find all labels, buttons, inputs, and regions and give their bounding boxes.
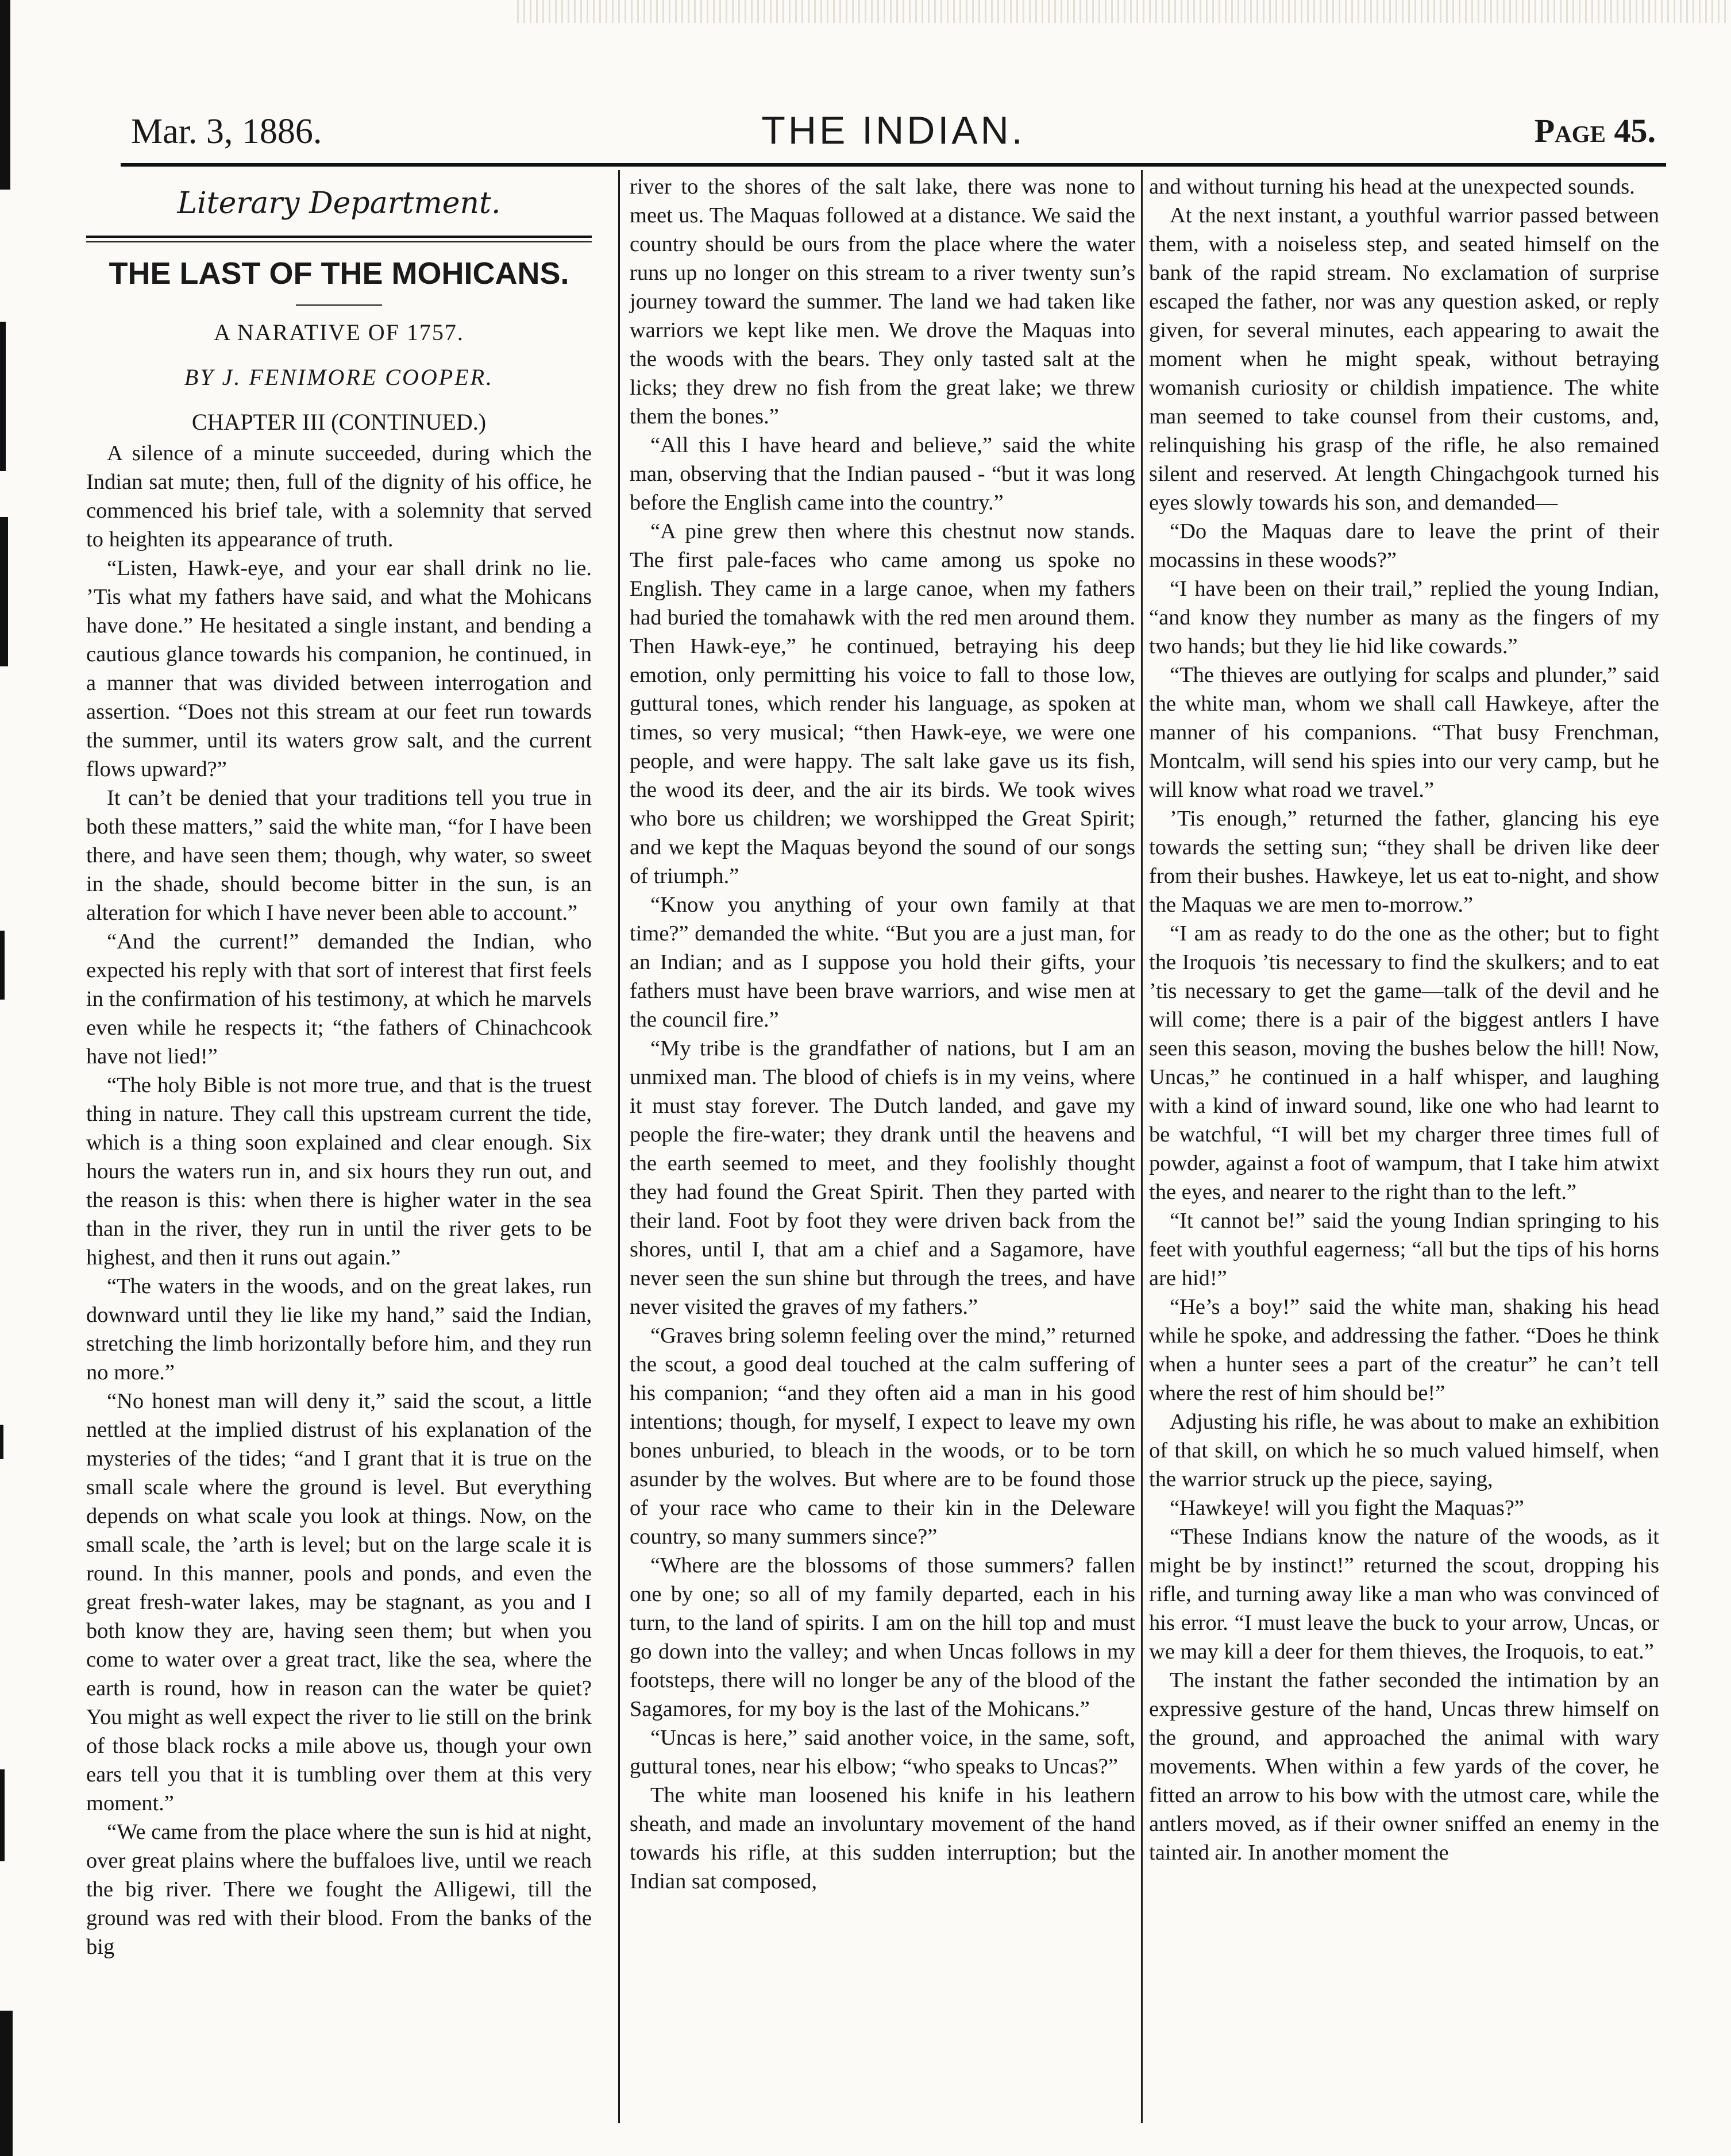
paragraph: “All this I have heard and believe,” said the white man, observing that the Indian paused - “but it was long before the English came into the country.” <box>630 433 1135 515</box>
paragraph: “Uncas is here,” said another voice, in the same, soft, guttural tones, near his elbow; “who speaks to Uncas?” <box>630 1726 1135 1779</box>
paragraph: “Know you anything of your own family at that time?” demanded the white. “But you are a just man, for an Indian; and as I suppose you hold their gifts, your fathers must have been brave warriors, and wise men at the council fire.” <box>630 893 1135 1032</box>
paragraph: “Graves bring solemn feeling over the mind,” returned the scout, a good deal touched at the calm suffering of his companion; “and they often aid a man in his good intentions; though, for myself, I expect to leave my own bones unburied, to bleach in the woods, or to be torn asunder by the wolves. But where are to be found those of your race who came to their kin in the Deleware country, so many summers since?” <box>630 1324 1135 1549</box>
paragraph: river to the shores of the salt lake, there was none to meet us. The Maquas followed at a distance. We said the country should be ours from the place where the water runs up no longer on this stream to a river twenty sun’s journey toward the summer. The land we had taken like warriors we kept like men. We drove the Maquas into the woods with the bears. They only tasted salt at the licks; they drew no fish from the great lake; we threw them the bones.” <box>630 175 1135 429</box>
story-author: BY J. FENIMORE COOPER. <box>184 364 494 390</box>
paragraph: “A pine grew then where this chestnut now stands. The first pale-faces who came among us spoke no English. They came in a large canoe, when my fathers had buried the tomahawk with the red men around them. Then Hawk-eye,” he continued, betraying his deep emotion, only permitting his voice to fall to those low, guttural tones, which render his language, as spoken at times, so very musical; “then Hawk-eye, we were one people, and were happy. The salt lake gave us its fish, the wood its deer, and the air its birds. We took wives who bore us children; we worshipped the Great Spirit; and we kept the Maquas beyond the sound of our songs of triumph.” <box>630 519 1135 888</box>
column-1 <box>86 178 592 1961</box>
paragraph: It can’t be denied that your traditions tell you true in both these matters,” said the white man, “for I have been there, and have seen them; though, why water, so sweet in the shade, should become bitter in the sun, is an alteration for which I have never been able to account.” <box>86 786 592 925</box>
paragraph: “No honest man will deny it,” said the scout, a little nettled at the implied distrust of his explanation of the mysteries of the tides; “and I grant that it is true on the small scale where the ground is level. But everything depends on what scale you look at things. Now, on the small scale, the ’arth is level; but on the large scale it is round. In this manner, pools and ponds, and even the great fresh-water lakes, may be stagnant, as you and I both know they are, having seen them; but when you come to water over a great tract, like the sea, where the earth is round, how in reason can the water be quiet? You might as well expect the river to lie still on the brink of those black rocks a mile above us, though your own ears tell you that it is tumbling over them at this very moment.” <box>86 1389 592 1815</box>
paragraph: “Hawkeye! will you fight the Maquas?” <box>1170 1496 1524 1520</box>
paragraph: Adjusting his rifle, he was about to make an exhibition of that skill, on which he so much valued himself, when the warrior struck up the piece, saying, <box>1149 1410 1659 1491</box>
paragraph: “The waters in the woods, and on the great lakes, run downward until they lie like my hand,” said the Indian, stretching the limb horizontally before him, and they run no more.” <box>86 1274 592 1384</box>
paragraph: The instant the father seconded the intimation by an expressive gesture of the hand, Uncas threw himself on the ground, and approached the animal with wary movements. When within a few yards of the cover, he fitted an arrow to his bow with the utmost care, while the antlers moved, as if their owner sniffed an enemy in the tainted air. In another moment the <box>1149 1668 1659 1865</box>
page-header <box>131 108 1656 160</box>
column-separator <box>1141 170 1143 2123</box>
paragraph: “The holy Bible is not more true, and that is the truest thing in nature. They call this upstream current the tide, which is a thing soon explained and clear enough. Six hours the waters run in, and six hours they run out, and the reason is this: when there is higher water in the sea than in the river, they run in until the river gets to be highest, and then it runs out again.” <box>86 1073 592 1270</box>
paragraph: The white man loosened his knife in his leathern sheath, and made an involuntary movement of the hand towards his rifle, at this sudden interruption; but the Indian sat composed, <box>630 1783 1135 1893</box>
column-separator <box>618 170 620 2123</box>
chapter-heading: CHAPTER III (CONTINUED.) <box>191 409 487 435</box>
department-heading: Literary Department. <box>177 186 501 221</box>
paragraph: “The thieves are outlying for scalps and plunder,” said the white man, whom we shall call Hawkeye, after the manner of his companions. “That busy Frenchman, Montcalm, will send his spies into our very camp, but he will know what road we travel.” <box>1149 663 1659 802</box>
issue-date: Mar. 3, 1886. <box>131 112 322 151</box>
paragraph: “We came from the place where the sun is hid at night, over great plains where the buffaloes live, until we reach the big river. There we fought the Alligewi, till the ground was red with their blood. From the banks of the big <box>86 1820 592 1959</box>
binding-edge <box>0 0 20 2156</box>
column-2 <box>630 172 1135 1896</box>
paragraph: “I have been on their trail,” replied the young Indian, “and know they number as many as the fingers of my two hands; but they lie hid like cowards.” <box>1149 577 1659 658</box>
paragraph: and without turning his head at the unexpected sounds. <box>1149 175 1635 199</box>
story-subtitle: A NARATIVE OF 1757. <box>214 319 464 345</box>
paragraph: A silence of a minute succeeded, during which the Indian sat mute; then, full of the dignity of his office, he commenced his brief tale, with a solemnity that served to heighten its appearance of truth. <box>86 441 592 551</box>
page-number: Page 45. <box>1534 112 1656 149</box>
story-title: THE LAST OF THE MOHICANS. <box>109 256 569 291</box>
paragraph: “Do the Maquas dare to leave the print of their mocassins in these woods?” <box>1149 519 1659 572</box>
short-rule <box>296 304 382 306</box>
top-edge-speckle <box>517 0 1729 23</box>
paragraph: “Listen, Hawk-eye, and your ear shall drink no lie. ’Tis what my fathers have said, and what the Mohicans have done.” He hesitated a single instant, and bending a cautious glance towards his companion, he continued, in a manner that was divided between interrogation and assertion. “Does not this stream at our feet run towards the summer, until its waters grow salt, and the current flows upward?” <box>86 556 592 781</box>
paragraph: “These Indians know the nature of the woods, as it might be by instinct!” returned the scout, dropping his rifle, and turning away like a man who was convinced of his error. “I must leave the buck to your arrow, Uncas, or we may kill a deer for them thieves, the Iroquois, to eat.” <box>1149 1525 1659 1664</box>
paragraph: “He’s a boy!” said the white man, shaking his head while he spoke, and addressing the father. “Does he think when a hunter sees a part of the creatur” he can’t tell where the rest of him should be!” <box>1149 1295 1659 1405</box>
paragraph: “Where are the blossoms of those summers? fallen one by one; so all of my family departed, each in his turn, to the land of spirits. I am on the hill top and must go down into the valley; and when Uncas follows in my footsteps, there will no longer be any of the blood of the Sagamores, for my boy is the last of the Mohicans.” <box>630 1553 1135 1721</box>
paragraph: “My tribe is the grandfather of nations, but I am an unmixed man. The blood of chiefs is in my veins, where it must stay forever. The Dutch landed, and gave my people the fire-water; they drank until the heavens and the earth seemed to meet, and they foolishly thought they had found the Great Spirit. Then they parted with their land. Foot by foot they were driven back from the shores, until I, that am a chief and a Sagamore, have never seen the sun shine but through the trees, and have never visited the graves of my fathers.” <box>630 1036 1135 1319</box>
paragraph: “I am as ready to do the one as the other; but to fight the Iroquois ’tis necessary to find the skulkers; and to eat ’tis necessary to get the game—talk of the devil and he will come; there is a pair of the biggest antlers I have seen this season, moving the bushes below the hill! Now, Uncas,” he continued in a half whisper, and laughing with a kind of inward sound, like one who had learnt to be watchful, “I will bet my charger three times full of powder, against a foot of wampum, that I take him atwixt the eyes, and nearer to the right than to the left.” <box>1149 921 1659 1204</box>
paragraph: ’Tis enough,” returned the father, glancing his eye towards the setting sun; “they shall be driven like deer from their bushes. Hawkeye, let us eat to-night, and show the Maquas we are men to-morrow.” <box>1149 807 1659 917</box>
header-rule <box>121 163 1666 167</box>
column-3 <box>1149 172 1659 1867</box>
paragraph: “It cannot be!” said the young Indian springing to his feet with youthful eagerness; “all but the tips of his horns are hid!” <box>1149 1209 1659 1290</box>
paragraph: “And the current!” demanded the Indian, who expected his reply with that sort of interest that first feels in the confirmation of his testimony, at which he marvels even while he respects it; “the fathers of Chinachcook have not lied!” <box>86 929 592 1069</box>
double-rule <box>86 236 592 242</box>
paragraph: At the next instant, a youthful warrior passed between them, with a noiseless step, and seated himself on the bank of the rapid stream. No exclamation of surprise escaped the father, nor was any question asked, or reply given, for several minutes, each appearing to await the moment when he might speak, without betraying womanish curiosity or childish impatience. The white man seemed to take counsel from their customs, and, relinquishing his grasp of the rifle, he also remained silent and reserved. At length Chingachgook turned his eyes slowly towards his son, and demanded— <box>1149 203 1659 515</box>
masthead-title: THE INDIAN. <box>761 109 1026 152</box>
